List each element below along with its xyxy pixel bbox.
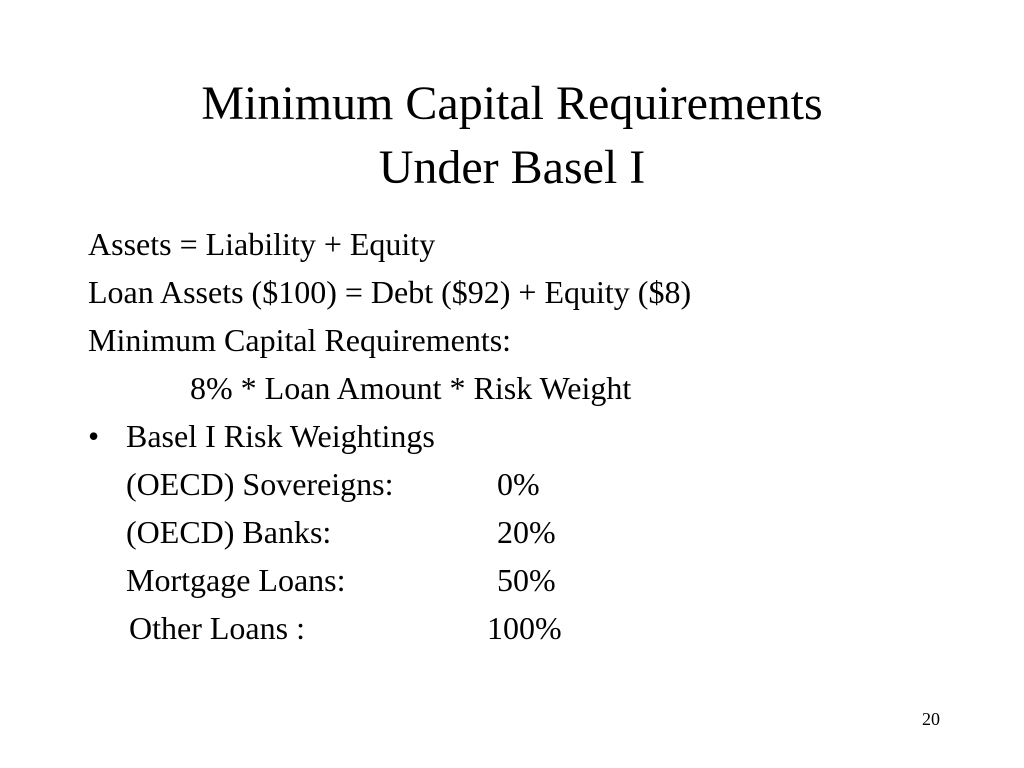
slide-title-line-2: Under Basel I: [378, 141, 646, 194]
slide-title: [0, 72, 1024, 200]
risk-weight-value: 20%: [497, 514, 556, 550]
risk-weight-value: 50%: [497, 562, 556, 598]
slide-title-line-1: Minimum Capital Requirements: [201, 77, 823, 130]
risk-weight-label: Other Loans :: [129, 610, 305, 646]
risk-weight-value: 100%: [487, 610, 562, 646]
risk-weight-label: (OECD) Banks:: [126, 514, 332, 550]
assets-identity-text: Assets = Liability + Equity: [88, 226, 436, 262]
risk-weight-value: 0%: [497, 466, 540, 502]
page-number: 20: [922, 709, 940, 729]
min-capital-heading: Minimum Capital Requirements:: [88, 322, 512, 358]
bullet-icon: •: [88, 418, 100, 454]
risk-weight-label: (OECD) Sovereigns:: [126, 466, 394, 502]
capital-formula-text: 8% * Loan Amount * Risk Weight: [190, 370, 632, 406]
risk-weight-label: Mortgage Loans:: [126, 562, 346, 598]
loan-example-text: Loan Assets ($100) = Debt ($92) + Equity ($8): [88, 274, 692, 310]
risk-weightings-heading: Basel I Risk Weightings: [126, 418, 435, 454]
